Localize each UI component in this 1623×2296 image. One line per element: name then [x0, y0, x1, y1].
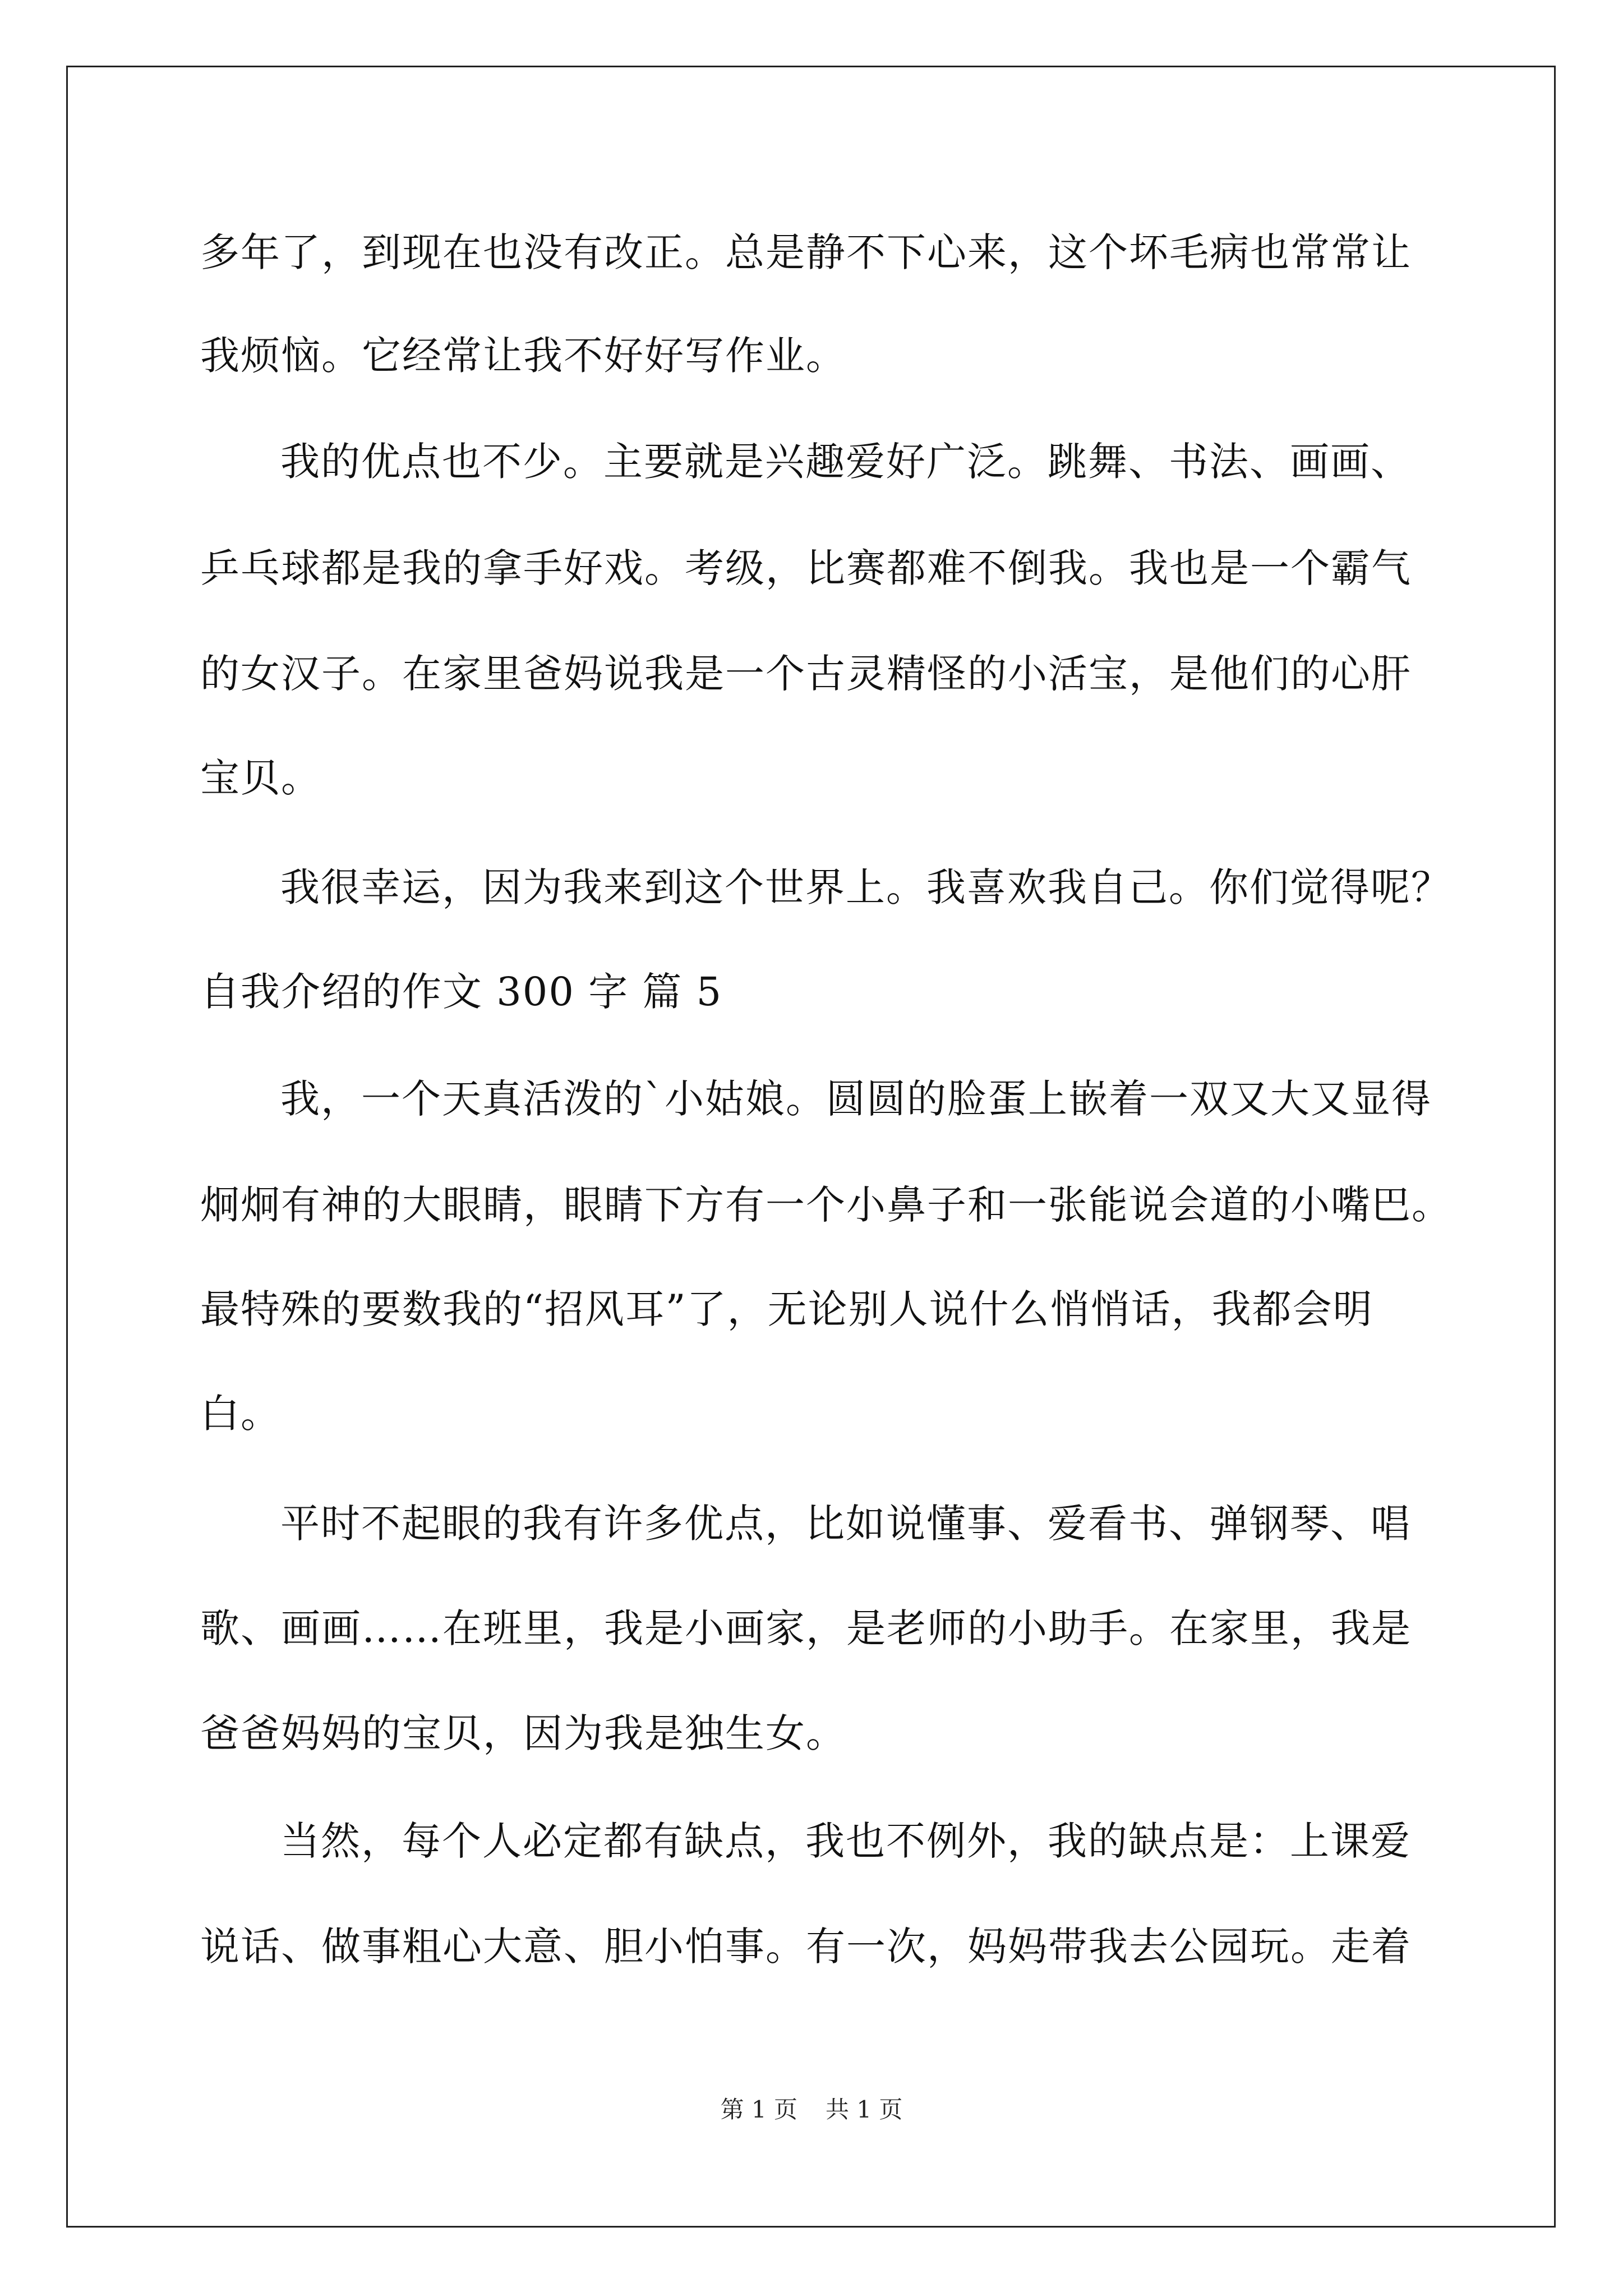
- page-number: 第 1 页: [720, 2096, 797, 2123]
- text-line: 的女汉子。在家里爸妈说我是一个古灵精怪的小活宝，是他们的心肝: [200, 651, 1412, 697]
- text-line: 最特殊的要数我的“招风耳”了，无论别人说什么悄悄话，我都会明: [200, 1286, 1373, 1332]
- page-footer: [0, 2095, 1623, 2124]
- text-line: 爸爸妈妈的宝贝，因为我是独生女。: [200, 1710, 846, 1756]
- text-line: 当然，每个人必定都有缺点，我也不例外，我的缺点是：上课爱: [280, 1818, 1411, 1864]
- text-line: 说话、做事粗心大意、胆小怕事。有一次，妈妈带我去公园玩。走着: [200, 1924, 1412, 1970]
- page-border: [66, 66, 1556, 2228]
- text-line: 我很幸运，因为我来到这个世界上。我喜欢我自己。你们觉得呢？: [280, 864, 1451, 910]
- text-line: 多年了，到现在也没有改正。总是静不下心来，这个坏毛病也常常让: [200, 229, 1412, 275]
- text-line: 宝贝。: [200, 755, 321, 801]
- section-heading: 自我介绍的作文 300 字 篇 5: [200, 969, 723, 1015]
- text-line: 歌、画画……在班里，我是小画家，是老师的小助手。在家里，我是: [200, 1605, 1412, 1651]
- page-total: 共 1 页: [826, 2096, 903, 2123]
- text-line: 乒乓球都是我的拿手好戏。考级，比赛都难不倒我。我也是一个霸气: [200, 545, 1412, 591]
- text-line: 我的优点也不少。主要就是兴趣爱好广泛。跳舞、书法、画画、: [280, 439, 1411, 485]
- text-line: 平时不起眼的我有许多优点，比如说懂事、爱看书、弹钢琴、唱: [280, 1501, 1411, 1547]
- text-line: 我，一个天真活泼的`小姑娘。圆圆的脸蛋上嵌着一双又大又显得: [280, 1076, 1432, 1122]
- text-line: 炯炯有神的大眼睛，眼睛下方有一个小鼻子和一张能说会道的小嘴巴。: [200, 1182, 1452, 1228]
- text-line: 白。: [200, 1391, 281, 1437]
- text-line: 我烦恼。它经常让我不好好写作业。: [200, 333, 846, 379]
